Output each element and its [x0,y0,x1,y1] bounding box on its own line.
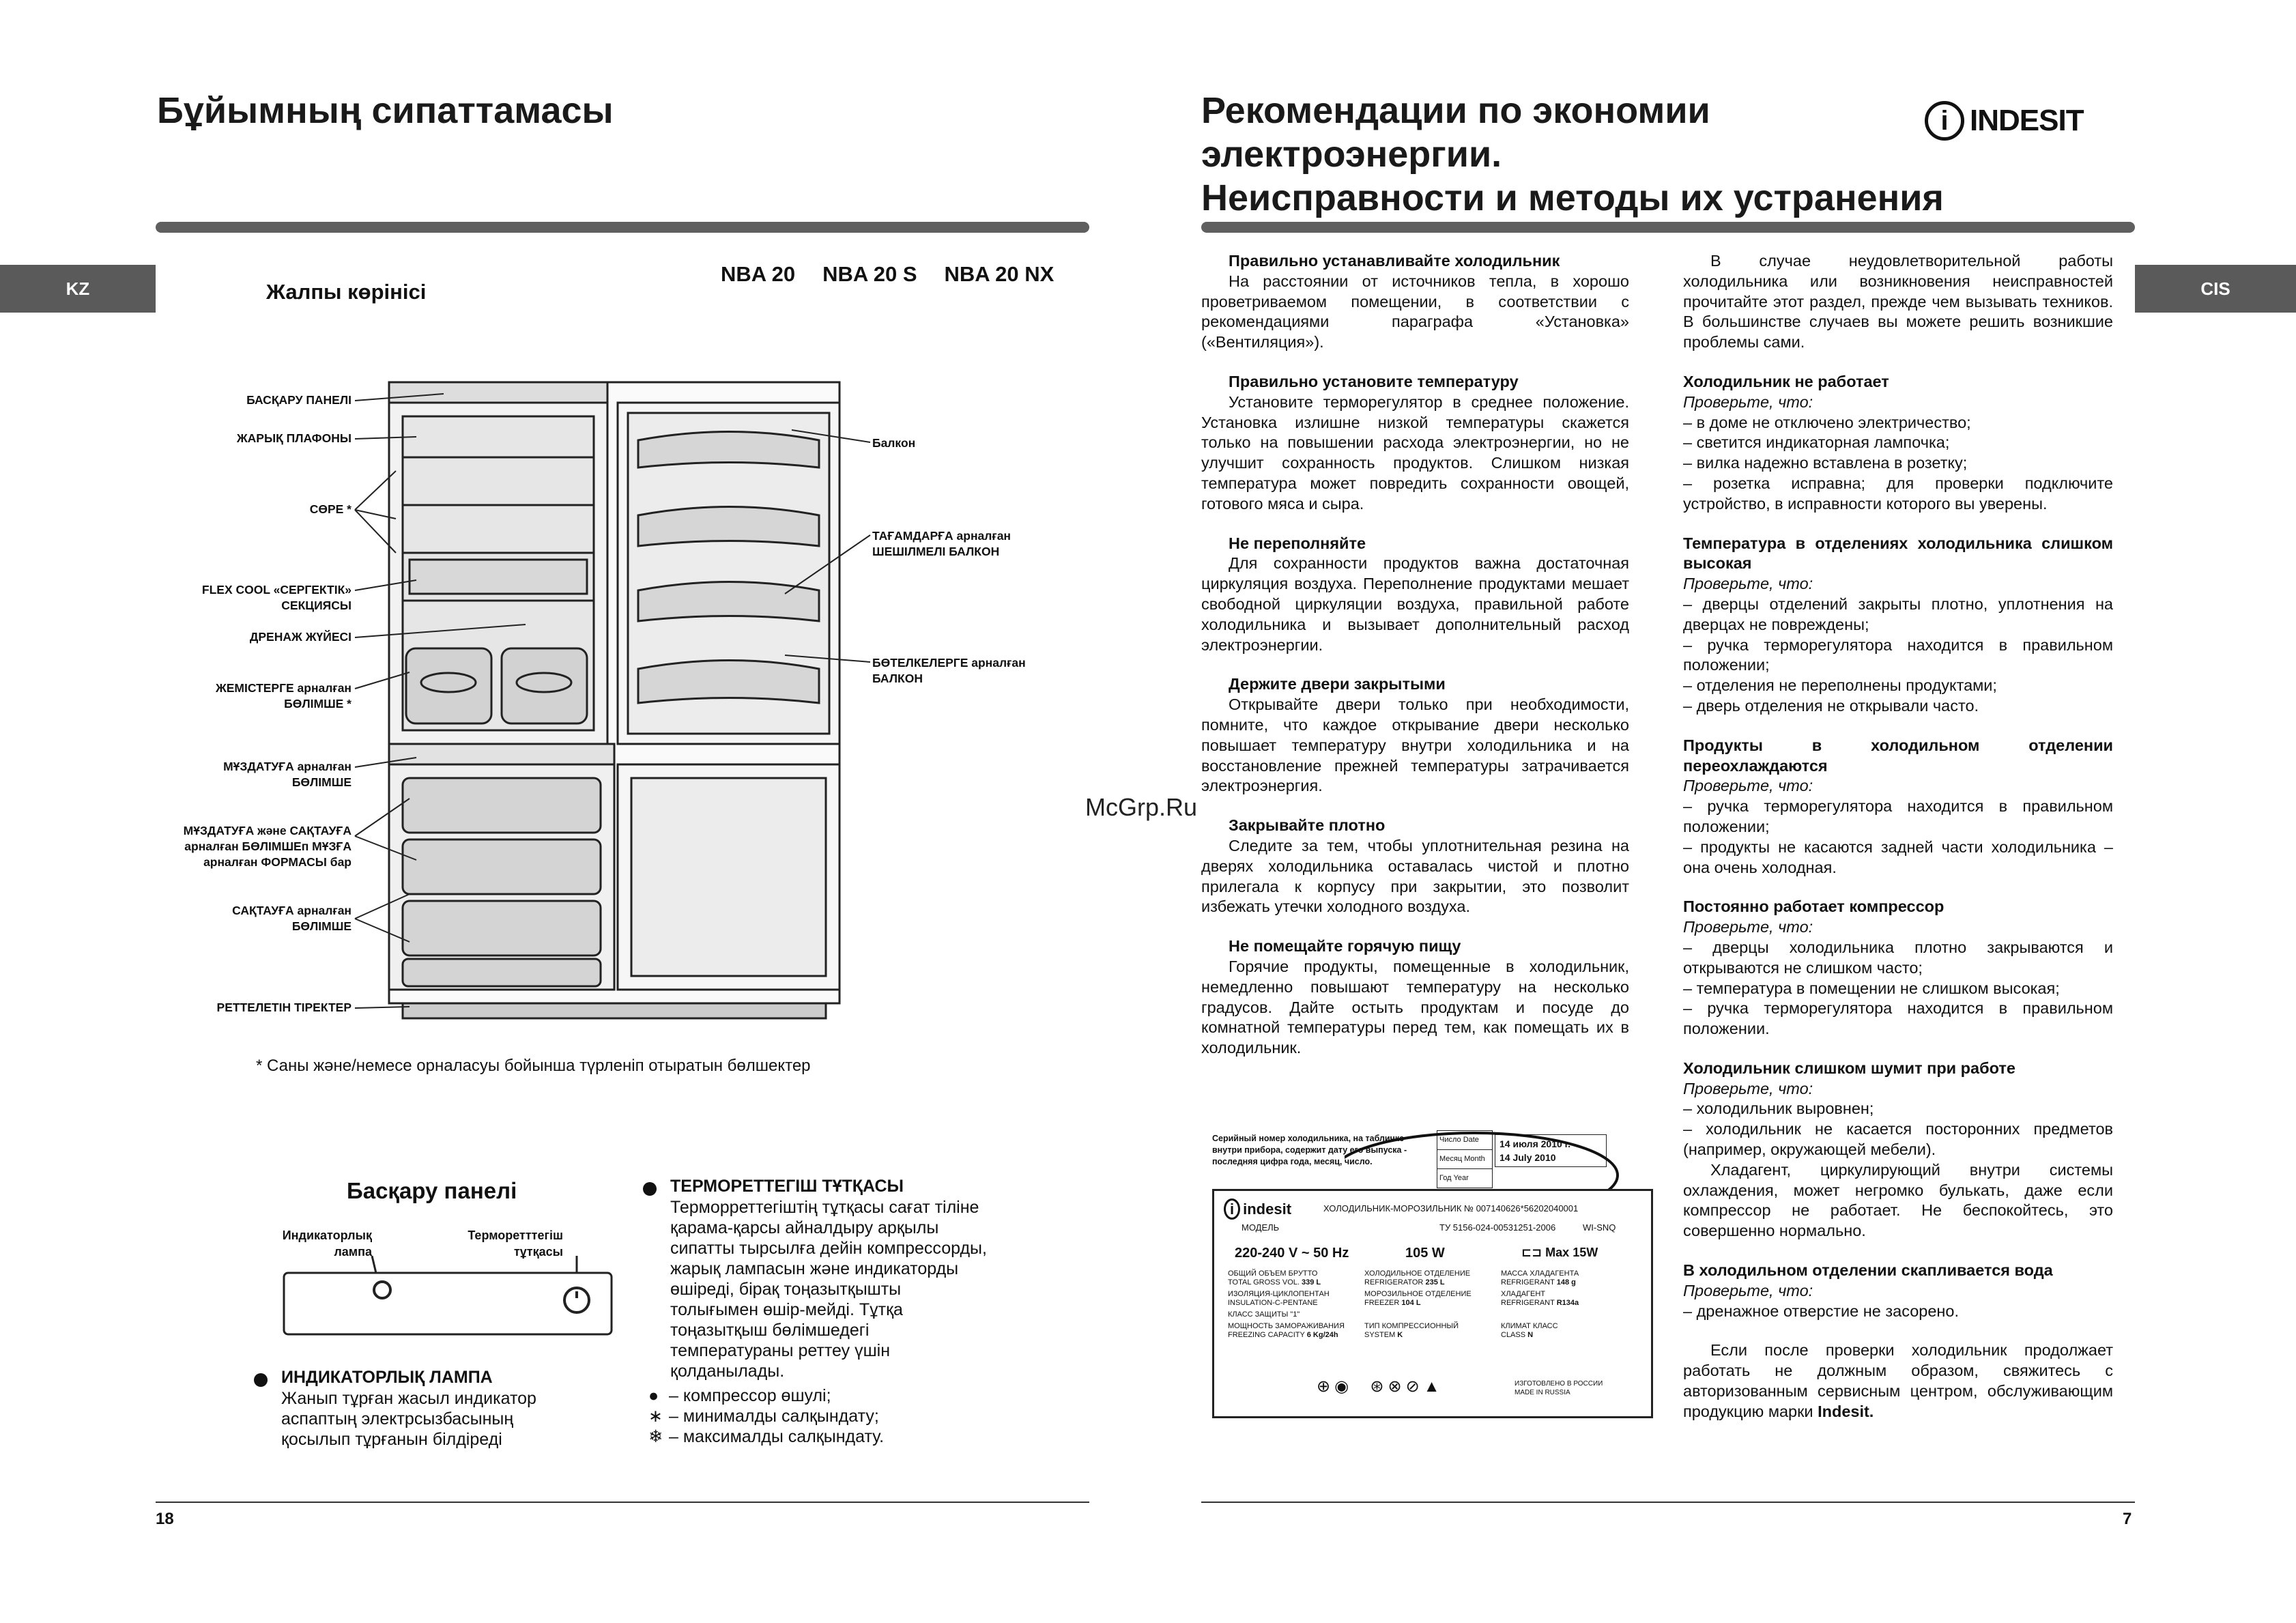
check-item: – отделения не переполнены продуктами; [1683,676,1997,695]
check-item: – в доме не отключено электричество; [1683,413,1971,431]
spec-en: SYSTEM [1364,1331,1396,1339]
footnote: * Саны және/немесе орналасуы бойынша түрленіп отыратын бөлшектер [256,1057,811,1075]
spec-ru: ТИП КОМПРЕССИОННЫЙ [1364,1322,1459,1330]
setting-min [648,1406,884,1426]
plate-watts: 105 W [1405,1246,1445,1261]
problem-section [1683,897,2113,1039]
tab-label: CIS [2200,278,2230,299]
model-list [721,262,1054,287]
plate-specs [1228,1269,1637,1340]
spec-en: REFRIGERANT [1501,1278,1555,1287]
tip-section [1201,251,1629,353]
thermostat-knob-label: Терморетттегіш тұтқасы [468,1229,563,1259]
check-label: Проверьте, что: [1683,575,1813,593]
label-freezing-storage: МҰЗДАТУҒА және САҚТАУҒА арналған БӨЛІМШЕп МҰЗҒА арналған ФОРМАСЫ бар [183,824,351,869]
problem-heading: Температура в отделениях холодильника слишком высокая [1683,534,2113,573]
check-item: – вилка надежно вставлена в розетку; [1683,454,1968,472]
plate-ws: WI-SNQ [1583,1222,1616,1233]
spec-en: REFRIGERANT [1501,1299,1555,1307]
troubleshooting-intro: В случае неудовлетворительной работы холодильника или возникновения неисправностей прочитайте этот раздел, прежде чем вызывать техников. В большинстве случаев вы можете решить возникшие проблемы сами. [1683,252,2113,351]
spec-cell [1364,1322,1501,1340]
label-bottle-balcony: БӨТЕЛКЕЛЕРГЕ арналған БАЛКОН [872,656,1026,685]
thermostat-heading: ТЕРМОРЕТТЕГІШ ТҰТҚАСЫ [670,1177,904,1196]
check-item: – дверцы отделений закрыты плотно, уплотнения на дверцах не повреждены; [1683,594,2113,633]
spec-ru: ХЛАДАГЕНТ [1501,1290,1546,1298]
tip-text: На расстоянии от источников тепла, в хорошо проветриваемом помещении, в соответствии с рекомендациями параграфа «Установка» («Вентиляция»). [1201,272,1629,351]
check-item: – дверцы холодильника плотно закрываются и открываются не слишком часто; [1683,938,2113,977]
plate-made-in: ИЗГОТОВЛЕНО В РОССИИ MADE IN RUSSIA [1515,1380,1603,1396]
check-label: Проверьте, что: [1683,777,1813,795]
tip-section [1201,534,1629,656]
title-line: электроэнергии. [1201,134,1502,175]
footer-rule-left [156,1502,1089,1503]
tip-text: Установите терморегулятор в среднее положение. Установка излишне низкой температуры скажется только на повышении расхода электроэнергии, но не улучшит сохранность продуктов. Слишком низкая температура может повредить сохранности овощей, готового мяса и сыра. [1201,392,1629,513]
spec-value: N [1527,1331,1534,1339]
date-en: 14 July 2010 [1499,1152,1556,1163]
date-label: Год Year [1439,1174,1469,1182]
label-flex-cool: FLEX COOL «СЕРГЕКТІК» СЕКЦИЯСЫ [201,583,351,612]
snowflake-small-icon: ∗ [648,1407,663,1426]
snowflake-icon: ❄ [648,1427,663,1446]
indesit-logo [1925,101,2084,141]
spec-ru: КЛАСС ЗАЩИТЫ "1" [1228,1310,1300,1319]
check-item: – дренажное отверстие не засорено. [1683,1302,1959,1320]
spec-value: 339 L [1302,1278,1321,1287]
spec-en: TOTAL GROSS VOL. [1228,1278,1300,1287]
thermostat-text: Терморреттегіштің тұтқасы сағат тіліне қарама-қарсы айналдыру арқылы сипатты тырсылға дейін компрессорды, жарық лампасын және индикаторды өшіреді, бірақ тоңазытқышты толығымен өшір-мейді. Тұтқа тоңазытқыш бөлімшедегі температураны реттеу үшін қолданылады. [670,1198,987,1381]
troubleshooting-outro [1683,1340,2113,1422]
troubleshooting-column [1683,251,2113,1441]
tip-heading: Не помещайте горячую пищу [1229,937,1461,956]
problem-heading: Постоянно работает компрессор [1683,897,1945,916]
spec-value: 148 g [1556,1278,1576,1287]
spec-en: INSULATION-C-PENTANE [1228,1299,1318,1307]
spec-ru: МАССА ХЛАДАГЕНТА [1501,1269,1579,1278]
plate-logo-icon: i [1224,1198,1240,1220]
date-label: Число Date [1437,1131,1492,1150]
label-feet: РЕТТЕЛЕТІН ТІРЕКТЕР [216,1001,351,1014]
date-ru: 14 июля 2010 г. [1499,1138,1570,1149]
tip-heading: Закрывайте плотно [1229,816,1386,835]
title-underline-right [1201,222,2135,233]
tip-heading: Держите двери закрытыми [1229,675,1446,693]
date-label: Месяц Month [1437,1150,1492,1169]
plate-brand-name: indesit [1243,1201,1292,1218]
rating-plate-figure [1208,1121,1679,1428]
footer-rule-right [1201,1502,2135,1503]
outro-brand: Indesit. [1818,1402,1874,1420]
setting-text: – максималды салқындату. [669,1427,885,1446]
check-label: Проверьте, что: [1683,918,1813,936]
spec-cell [1501,1310,1637,1319]
spec-ru: ОБЩИЙ ОБЪЕМ БРУТТО [1228,1269,1318,1278]
problem-section [1683,736,2113,878]
tip-text: Горячие продукты, помещенные в холодильник, немедленно повышают температуру на несколько градусов. Дайте остыть продуктам и посуде до комнатной температуры перед тем, как помещать их в холодильник. [1201,957,1629,1057]
check-item: – светится индикаторная лампочка; [1683,433,1950,452]
tip-text: Следите за тем, чтобы уплотнительная резина на дверях холодильника оставалась чистой и плотно прилегала к корпусу при закрытии, это позволит избежать утечки холодного воздуха. [1201,836,1629,916]
spec-cell [1228,1322,1364,1340]
indicator-text: Жанып тұрған жасыл индикатор аспаптың электрсызбасының қосылып тұрғанын білдіреді [281,1389,536,1449]
spec-en: FREEZER [1364,1299,1400,1307]
label-balcony: Балкон [872,436,916,450]
title-line: Рекомендации по экономии [1201,90,1710,131]
setting-text: – минималды салқындату; [669,1407,879,1426]
check-item: – продукты не касаются задней части холодильника – она очень холодная. [1683,837,2113,876]
check-item: – ручка терморегулятора находится в правильном положении; [1683,797,2113,835]
plate-ty: ТУ 5156-024-00531251-2006 [1439,1222,1556,1233]
spec-cell [1501,1290,1637,1308]
check-item: – холодильник не касается посторонних предметов (например, окружающей мебели). [1683,1120,2113,1159]
certification-icons: ⊕◉ ⊛⊗⊘▲ [1317,1377,1444,1396]
serial-note: Серийный номер холодильника, на табличке внутри прибора, содержит дату его выпуска - последняя цифра года, месяц, число. [1212,1134,1407,1166]
title-line: Неисправности и методы их устранения [1201,177,1944,218]
spec-cell [1228,1310,1364,1319]
spec-cell [1364,1269,1501,1287]
thermostat-settings-list [648,1385,884,1447]
plate-lamp [1521,1246,1598,1260]
tip-text: Открывайте двери только при необходимости, помните, что каждое открывание двери несколько повышает температуру внутри холодильника и на восстановление прежней температуры затрачивается электроэнергия. [1201,695,1629,795]
problem-section [1683,372,2113,515]
spec-cell [1501,1269,1637,1287]
problem-heading: Холодильник слишком шумит при работе [1683,1059,2015,1077]
check-item: – холодильник выровнен; [1683,1100,1874,1118]
setting-off [648,1385,884,1406]
indicator-heading: ИНДИКАТОРЛЫҚ ЛАМПА [281,1368,493,1387]
control-panel-drawing [280,1256,621,1345]
label-control-panel: БАСҚАРУ ПАНЕЛІ [246,393,351,407]
plate-lamp-value: Max 15W [1545,1246,1598,1259]
label-removable-balcony: ТАҒАМДАРҒА арналған ШЕШІЛМЕЛІ БАЛКОН [872,529,1011,558]
spec-value: R134a [1556,1299,1579,1307]
check-item: – дверь отделения не открывали часто. [1683,696,1979,715]
page-number-left: 18 [156,1510,174,1528]
spec-value: 104 L [1401,1299,1421,1307]
indesit-logo-icon: i [1925,101,1964,141]
setting-max [648,1426,884,1447]
tips-column [1201,251,1629,1078]
language-tab-kz [0,265,156,313]
check-item: – ручка терморегулятора находится в правильном положении; [1683,635,2113,674]
label-storage: САҚТАУҒА арналған БӨЛІМШЕ [232,904,351,933]
spec-ru: МОРОЗИЛЬНОЕ ОТДЕЛЕНИЕ [1364,1290,1472,1298]
language-tab-cis [2135,265,2296,313]
tip-heading: Правильно устанавливайте холодильник [1229,252,1560,270]
tab-label: KZ [66,278,90,299]
bullet-icon [254,1373,268,1387]
control-panel-heading: Басқару панелі [347,1178,517,1203]
tip-section [1201,936,1629,1059]
label-shelf: СӨРЕ * [309,502,351,516]
spec-cell [1501,1322,1637,1340]
problem-heading: Продукты в холодильном отделении переохлаждаются [1683,736,2113,775]
problem-section [1683,534,2113,717]
spec-cell [1364,1310,1501,1319]
tip-section [1201,816,1629,917]
check-label: Проверьте, что: [1683,392,1813,411]
page-title-left: Бұйымның сипаттамасы [157,90,614,131]
spec-en: CLASS [1501,1331,1526,1339]
spec-cell [1364,1290,1501,1308]
spec-en: REFRIGERATOR [1364,1278,1424,1287]
noise-note: Хладагент, циркулирующий внутри системы охлаждения, может негромко булькать, даже если компрессор не работает. Не беспокойтесь, это совершенно нормально. [1683,1160,2113,1240]
spec-en: FREEZING CAPACITY [1228,1331,1305,1339]
lamp-icon: ⊏⊐ [1521,1246,1546,1259]
check-item: – розетка исправна; для проверки подключите устройство, в исправности которого вы уверены. [1683,474,2113,513]
tip-section [1201,674,1629,796]
title-underline-left [156,222,1089,233]
outro-text: Если после проверки холодильник продолжает работать не должным образом, свяжитесь с авторизованным сервисным центром, обслуживающим продукцию марки [1683,1341,2113,1420]
plate-model-line: ХОЛОДИЛЬНИК-МОРОЗИЛЬНИК № 007140626*56202040001 [1323,1203,1579,1213]
label-freezing: МҰЗДАТУҒА арналған БӨЛІМШЕ [223,760,351,789]
page-number-right: 7 [2123,1510,2132,1528]
spec-ru: ХОЛОДИЛЬНОЕ ОТДЕЛЕНИЕ [1364,1269,1471,1278]
tip-heading: Правильно установите температуру [1229,372,1519,390]
model-name: NBA 20 NX [944,262,1054,286]
plate-brand [1224,1201,1291,1218]
watermark: McGrp.Ru [1085,793,1198,821]
problem-heading: В холодильном отделении скапливается вода [1683,1261,2053,1280]
brand-name: INDESIT [1970,104,2084,137]
spec-ru: МОЩНОСТЬ ЗАМОРАЖИВАНИЯ [1228,1322,1345,1330]
tip-heading: Не переполняйте [1229,534,1366,552]
check-label: Проверьте, что: [1683,1281,1813,1299]
model-name: NBA 20 S [822,262,917,286]
check-item: – ручка терморегулятора находится в правильном положении. [1683,999,2113,1038]
spec-value: 235 L [1425,1278,1445,1287]
rating-plate [1212,1189,1653,1418]
indicator-lamp-label: Индикаторлық лампа [282,1229,372,1259]
spec-ru: ИЗОЛЯЦИЯ-ЦИКЛОПЕНТАН [1228,1290,1330,1298]
setting-text: – компрессор өшулі; [669,1386,831,1405]
page-title-right [1201,89,1944,220]
label-drain: ДРЕНАЖ ЖҮЙЕСІ [249,630,351,644]
dot-icon: ● [648,1386,659,1405]
check-label: Проверьте, что: [1683,1079,1813,1097]
problem-section [1683,1059,2113,1241]
spec-cell [1228,1269,1364,1287]
check-item: – температура в помещении не слишком высокая; [1683,979,2060,997]
spec-value: 6 Kg/24h [1306,1331,1338,1339]
label-light: ЖАРЫҚ ПЛАФОНЫ [236,431,351,445]
spec-value: K [1397,1331,1403,1339]
model-name: NBA 20 [721,262,796,286]
plate-voltage: 220-240 V ~ 50 Hz [1235,1246,1349,1261]
spec-ru: КЛИМАТ КЛАСС [1501,1322,1558,1330]
tip-section [1201,372,1629,515]
problem-heading: Холодильник не работает [1683,372,1889,390]
bullet-icon [643,1182,657,1196]
spec-cell [1228,1290,1364,1308]
problem-section [1683,1261,2113,1321]
leader-lines [348,382,894,1024]
plate-model-label: МОДЕЛЬ [1242,1222,1280,1233]
general-view-heading: Жалпы көрінісі [266,280,427,304]
tip-text: Для сохранности продуктов важна достаточная циркуляция воздуха. Переполнение продуктами мешает свободной циркуляции воздуха, правильной работе холодильника и вызывает дополнительный расход электроэнергии. [1201,554,1629,654]
label-fruit: ЖЕМІСТЕРГЕ арналған БӨЛІМШЕ * [215,681,351,710]
